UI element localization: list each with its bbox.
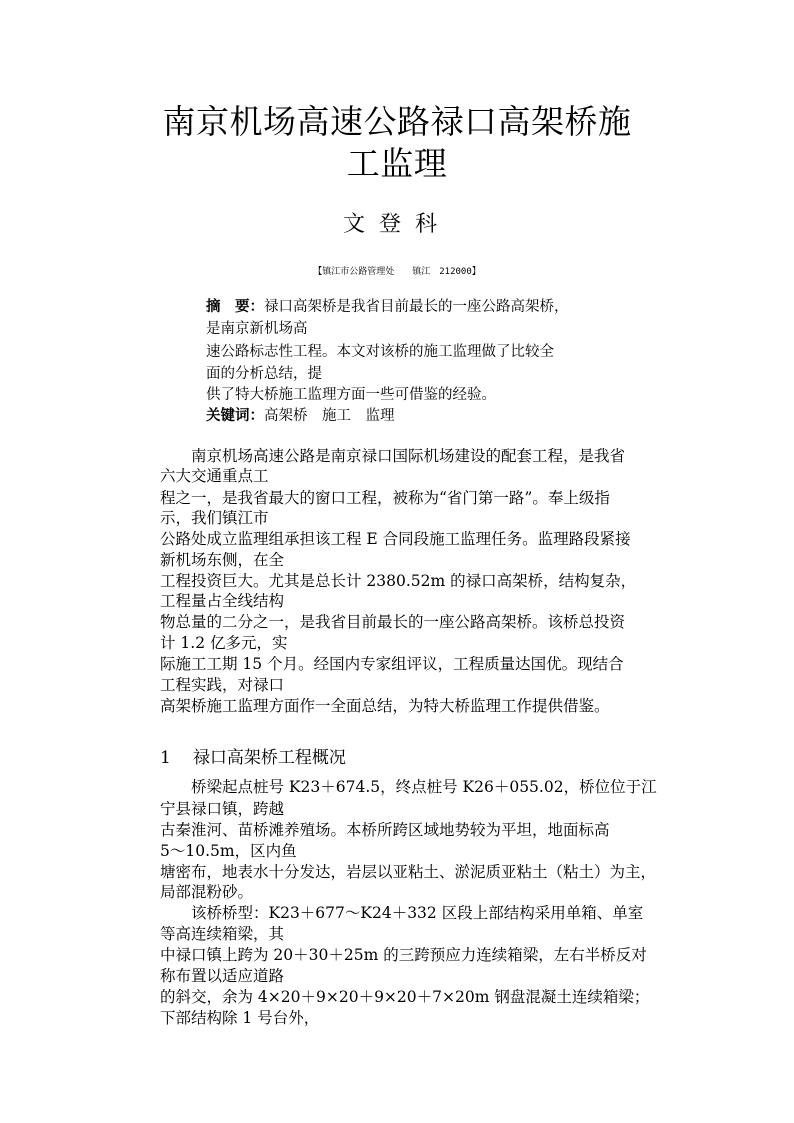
intro-line: 高架桥施工监理方面作一全面总结，为特大桥监理工作提供借鉴。 [160, 697, 610, 715]
section-line: 局部混粉砂。 [160, 883, 254, 901]
intro-line: 六大交通重点工 [160, 467, 269, 485]
section-line: 塘密布，地表水十分发达，岩层以亚粘土、淤泥质亚粘土（粘土）为主， [160, 863, 657, 881]
abstract-line-2: 是南京新机场高 [206, 321, 308, 337]
intro-line: 际施工工期 15 个月。经国内专家组评议，工程质量达国优。现结合 [160, 655, 624, 673]
intro-line: 工程投资巨大。尤其是总长计 2380.52m 的禄口高架桥，结构复杂， [160, 572, 637, 590]
section-line: 宁县禄口镇，跨越 [160, 800, 285, 818]
intro-line: 新机场东侧，在全 [160, 551, 285, 569]
intro-line: 南京机场高速公路是南京禄口国际机场建设的配套工程，是我省 [160, 447, 626, 465]
abstract-line-5: 供了特大桥施工监理方面一些可借鉴的经验。 [206, 387, 496, 403]
abstract-label: 摘 要： [206, 298, 264, 315]
keywords-label: 关键词： [206, 407, 264, 424]
section-line: 下部结构除 1 号台外， [160, 1009, 320, 1027]
intro-line: 工程实践，对禄口 [160, 676, 285, 694]
abstract-text: 禄口高架桥是我省目前最长的一座公路高架桥， [264, 299, 569, 315]
title-line-1: 南京机场高速公路禄口高架桥施 [162, 102, 632, 141]
intro-line: 公路处成立监理组承担该工程 E 合同段施工监理任务。监理路段紧接 [160, 530, 631, 548]
section-number: 1 [160, 748, 171, 768]
affiliation: 【镇江市公路管理处 镇江 212000】 [313, 267, 481, 277]
section-line: 称布置以适应道路 [160, 967, 285, 985]
intro-line: 物总量的二分之一，是我省目前最长的一座公路高架桥。该桥总投资 [160, 613, 626, 631]
keywords-line [206, 405, 395, 427]
abstract-line-3: 速公路标志性工程。本文对该桥的施工监理做了比较全 [206, 344, 554, 360]
section-line: 的斜交，余为 4×20＋9×20＋9×20＋7×20m 钢盘混凝土连续箱梁； [160, 988, 650, 1006]
intro-line: 计 1.2 亿多元，实 [160, 634, 288, 652]
author: 文登科 [342, 212, 451, 237]
title-line-2: 工监理 [346, 144, 448, 183]
section-line: 5～10.5m，区内鱼 [160, 842, 297, 860]
section-line: 桥梁起点桩号 K23＋674.5，终点桩号 K26＋055.02，桥位位于江 [160, 778, 657, 796]
abstract-line-4: 面的分析总结，提 [206, 366, 322, 382]
intro-line: 程之一，是我省最大的窗口工程，被称为“省门第一路”。奉上级指 [160, 489, 610, 507]
section-line: 该桥桥型：K23＋677～K24＋332 区段上部结构采用单箱、单室 [160, 904, 644, 922]
section-title: 禄口高架桥工程概况 [192, 748, 346, 768]
section-line: 中禄口镇上跨为 20＋30＋25m 的三跨预应力连续箱梁，左右半桥反对 [160, 946, 647, 964]
section-line: 等高连续箱梁，其 [160, 925, 285, 943]
abstract-line-1 [206, 296, 569, 318]
intro-line: 示，我们镇江市 [160, 509, 269, 527]
section-line: 古秦淮河、苗桥滩养殖场。本桥所跨区域地势较为平坦，地面标高 [160, 821, 610, 839]
keywords-value: 高架桥 施工 监理 [264, 408, 395, 424]
intro-line: 工程量占全线结构 [160, 592, 285, 610]
section-heading [160, 743, 346, 768]
